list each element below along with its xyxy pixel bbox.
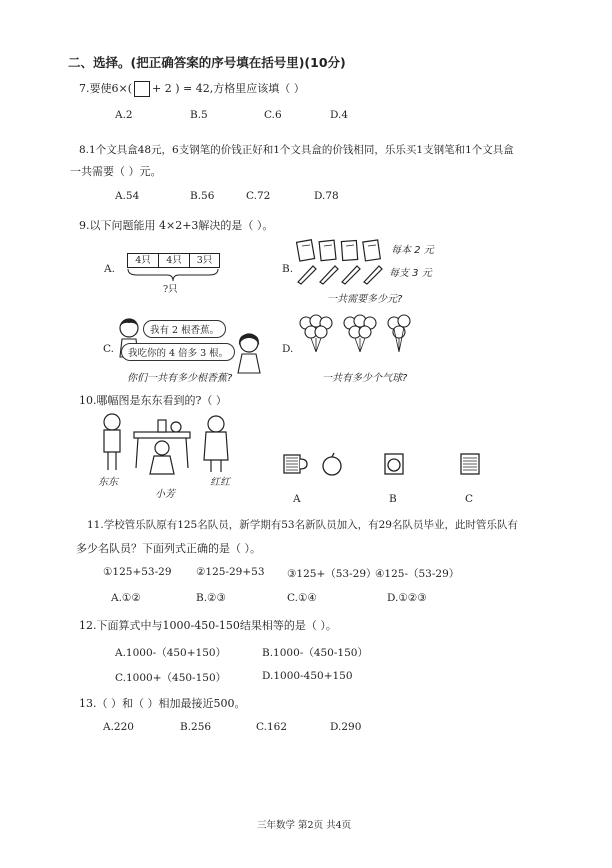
q9-c-question: 你们一共有多少根香蕉? (127, 373, 233, 384)
question-11-line1: 11.学校管乐队原有125名队员，新学期有53名新队员加入，有29名队员毕业，此时管乐队有 (87, 519, 518, 531)
q9-b-question: 一共需要多少元? (327, 294, 403, 305)
q8-option-d[interactable]: D.78 (314, 190, 339, 202)
question-10-stem: 10.哪幅图是东东看到的?（ ） (79, 394, 227, 407)
q7-option-c[interactable]: C.6 (264, 109, 282, 121)
label-xiaofang: 小芳 (155, 489, 175, 500)
q12-option-b[interactable]: B.1000-（450-150） (262, 647, 368, 659)
q8-option-c[interactable]: C.72 (246, 190, 271, 202)
question-13-stem: 13.（ ）和（ ）相加最接近500。 (79, 697, 246, 710)
girl-speech-bubble: 我吃你的 4 倍多 3 根。 (121, 343, 235, 361)
q11-formula-1: ①125+53-29 (103, 566, 172, 578)
q11-formula-3: ③125+（53-29） (287, 568, 377, 580)
view-c-icon (458, 452, 484, 478)
q12-option-a[interactable]: A.1000-（450+150） (115, 647, 227, 659)
q10-option-c[interactable]: C (465, 493, 474, 505)
q8-option-a[interactable]: A.54 (115, 190, 140, 202)
answer-square (134, 81, 150, 97)
q13-option-a[interactable]: A.220 (103, 721, 134, 733)
q11-option-d[interactable]: D.①②③ (387, 592, 427, 604)
question-12-stem: 12.下面算式中与1000-450-150结果相等的是（ ）。 (79, 619, 337, 632)
scene-illustration (98, 410, 238, 480)
q12-option-d[interactable]: D.1000-450+150 (262, 670, 353, 682)
segment-3: 3只 (189, 253, 220, 268)
question-9-stem: 9.以下问题能用 4×2+3解决的是（ ）。 (79, 219, 274, 232)
q11-option-a[interactable]: A.①② (111, 592, 141, 604)
page-footer: 三年数学 第2页 共4页 (257, 820, 352, 831)
q9-option-b-letter[interactable]: B. (282, 263, 294, 275)
label-dongdong: 东东 (98, 477, 118, 488)
q9-line-segment-diagram (127, 253, 220, 293)
q8-option-b[interactable]: B.56 (190, 190, 215, 202)
section-title: 二、选择。(把正确答案的序号填在括号里)(10分) (68, 55, 346, 70)
q11-formula-2: ②125-29+53 (196, 566, 265, 578)
question-8-line2: 一共需要（ ）元。 (70, 165, 162, 178)
q13-option-d[interactable]: D.290 (330, 721, 362, 733)
q12-option-c[interactable]: C.1000+（450-150） (115, 672, 227, 684)
q11-option-c[interactable]: C.①④ (287, 592, 317, 604)
q9-d-question: 一共有多少个气球? (322, 373, 408, 384)
q9-option-a-letter[interactable]: A. (104, 263, 115, 275)
q9-option-d-letter[interactable]: D. (282, 343, 294, 355)
total-label: ?只 (163, 284, 178, 295)
q11-option-b[interactable]: B.②③ (196, 592, 226, 604)
segment-2: 4只 (158, 253, 189, 268)
q13-option-c[interactable]: C.162 (256, 721, 288, 733)
boy-speech-bubble: 我有 2 根香蕉。 (143, 320, 226, 338)
question-11-line2: 多少名队员？下面列式正确的是（ ）。 (76, 542, 261, 555)
q13-option-b[interactable]: B.256 (180, 721, 212, 733)
question-8-line1: 8.1个文具盒48元，6支钢笔的价钱正好和1个文具盒的价钱相同，乐乐买1支钢笔和1个文具盒 (79, 144, 514, 156)
label-honghong: 红红 (210, 477, 230, 488)
girl-icon (236, 333, 264, 379)
view-a-icon (282, 452, 352, 478)
q10-option-b[interactable]: B (389, 493, 397, 505)
segment-1: 4只 (127, 253, 158, 268)
balloons-icon (298, 316, 423, 358)
book-price-label: 每本 2 元 (391, 245, 434, 256)
pens-icon (296, 262, 386, 284)
q7-option-d[interactable]: D.4 (330, 109, 349, 121)
q9-option-c-letter[interactable]: C. (103, 343, 114, 355)
question-7: 7.要使6×( + 2 ) = 42,方格里应该填（ ） (79, 82, 305, 95)
view-b-icon (382, 452, 408, 478)
q11-formula-4: ④125-（53-29） (375, 568, 460, 580)
pen-price-label: 每支 3 元 (389, 268, 432, 279)
q7-option-a[interactable]: A.2 (115, 109, 133, 121)
q7-option-b[interactable]: B.5 (190, 109, 208, 121)
books-icon (296, 238, 386, 262)
q10-option-a[interactable]: A (293, 493, 301, 505)
